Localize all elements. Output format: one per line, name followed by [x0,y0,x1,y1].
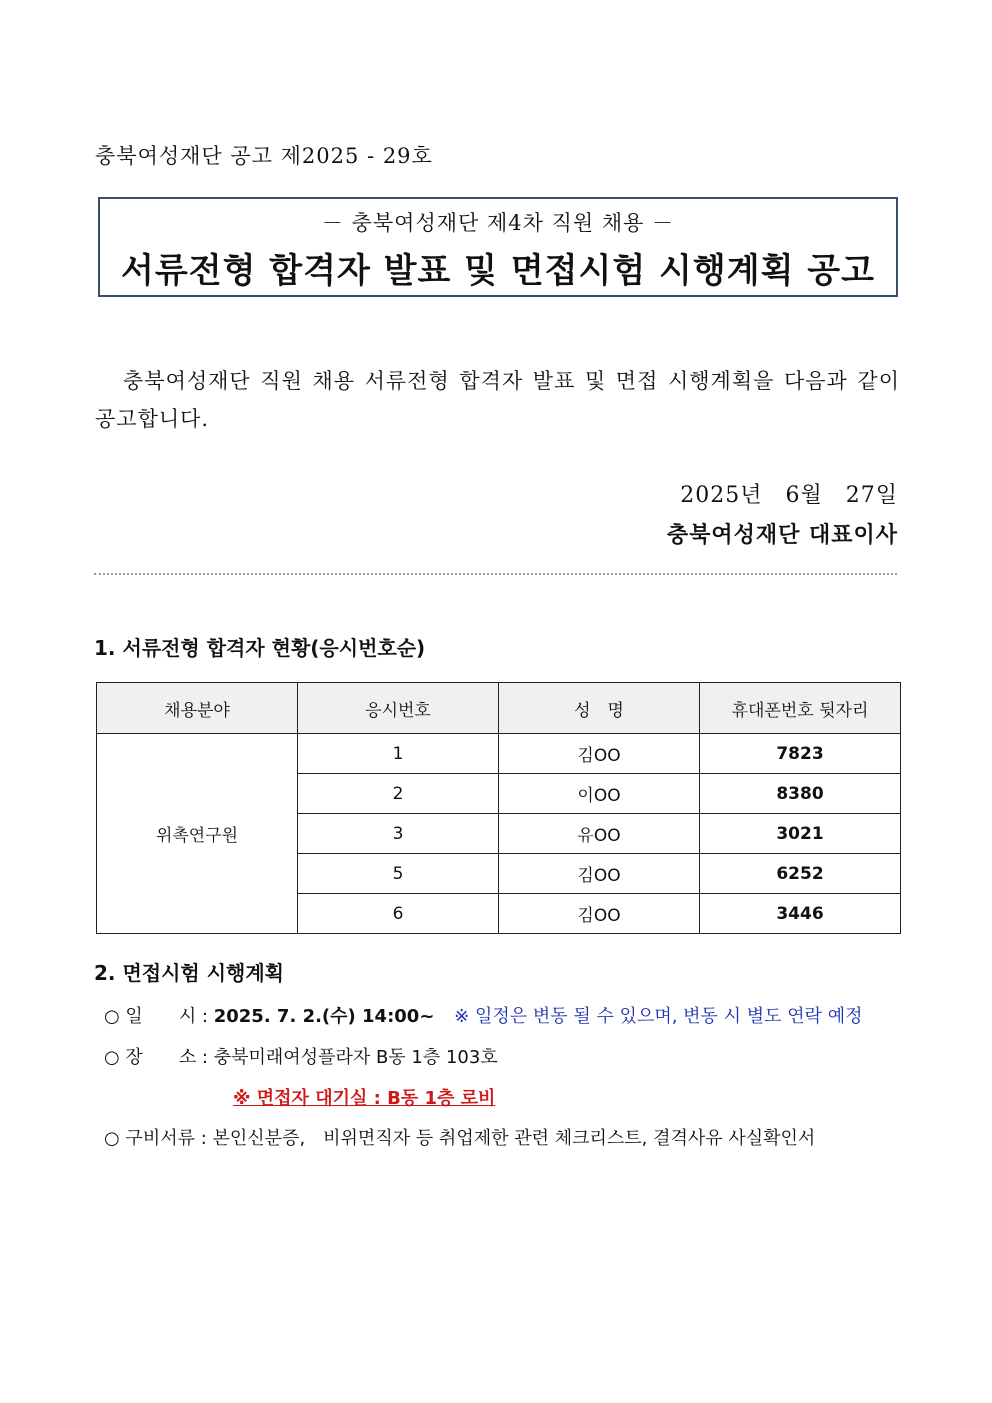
title-main: 서류전형 합격자 발표 및 면접시험 시행계획 공고 [121,251,875,291]
table-row [97,734,901,774]
title-box [98,197,898,297]
column-header: 성 명 [499,683,700,734]
field-cell: 위촉연구원 [97,734,298,934]
applicant-number: 5 [298,854,499,894]
phone-last-digits: 3446 [700,894,901,934]
table-header-row [97,683,901,734]
applicant-name: 유OO [499,814,700,854]
phone-last-digits: 7823 [700,734,901,774]
documents-value: 본인신분증, 비위면직자 등 취업제한 관련 체크리스트, 결격사유 사실확인서 [212,1128,816,1149]
documents-label: ○ 구비서류 : [104,1128,207,1149]
applicant-number: 1 [298,734,499,774]
phone-last-digits: 8380 [700,774,901,814]
applicant-number: 3 [298,814,499,854]
place-value: 충북미래여성플라자 B동 1층 103호 [213,1047,498,1068]
phone-last-digits: 6252 [700,854,901,894]
intro-text: 충북여성재단 직원 채용 서류전형 합격자 발표 및 면접 시행계획을 다음과 같이 공고합니다. [95,369,900,431]
schedule-note: ※ 일정은 변동 될 수 있으며, 변동 시 별도 연락 예정 [454,1006,863,1027]
notice-number: 충북여성재단 공고 제2025 - 29호 [95,144,433,168]
section2-heading: 2. 면접시험 시행계획 [94,961,284,985]
signer: 충북여성재단 대표이사 [666,522,898,548]
waiting-room-line [233,1084,495,1110]
applicant-name: 이OO [499,774,700,814]
schedule-line [104,1002,863,1028]
section1-heading: 1. 서류전형 합격자 현황(응시번호순) [94,636,426,660]
column-header: 휴대폰번호 뒷자리 [700,683,901,734]
applicant-number: 2 [298,774,499,814]
schedule-value: 2025. 7. 2.(수) 14:00~ [213,1006,435,1027]
applicant-name: 김OO [499,854,700,894]
dotted-divider [94,573,897,575]
notice-date: 2025년 6월 27일 [680,483,898,508]
column-header: 응시번호 [298,683,499,734]
schedule-label: ○ 일 시 : [104,1006,208,1027]
documents-line [104,1124,815,1150]
applicant-name: 김OO [499,734,700,774]
place-label: ○ 장 소 : [104,1047,208,1068]
title-subtitle: － 충북여성재단 제4차 직원 채용 － [321,211,675,235]
results-table [96,682,901,934]
applicant-name: 김OO [499,894,700,934]
phone-last-digits: 3021 [700,814,901,854]
intro-paragraph [95,362,900,438]
waiting-room-note: ※ 면접자 대기실 : B동 1층 로비 [233,1088,496,1109]
applicant-number: 6 [298,894,499,934]
column-header: 채용분야 [97,683,298,734]
place-line [104,1043,498,1069]
